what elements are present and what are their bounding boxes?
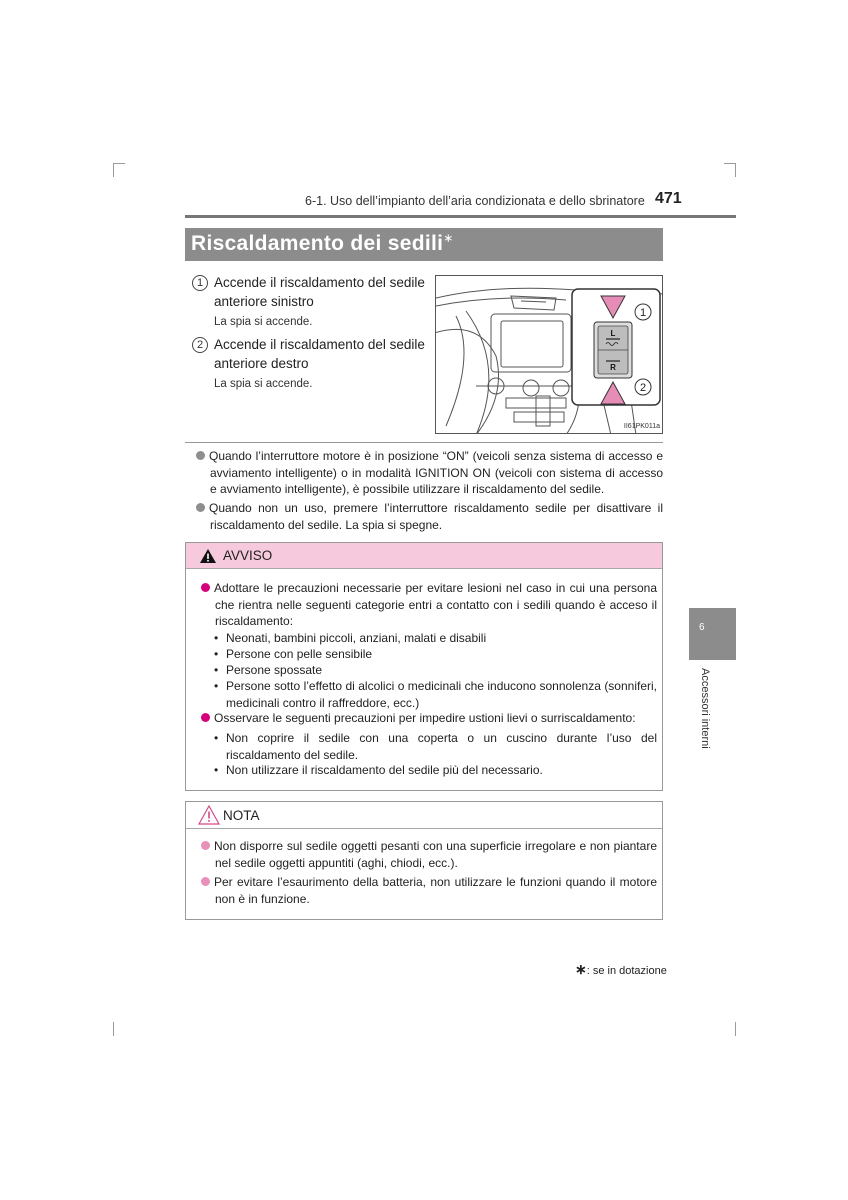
illustration-code: II61PK011a	[623, 423, 660, 430]
list-text: Non utilizzare il riscaldamento del sedile più del necessario.	[226, 763, 543, 777]
section-header: 6-1. Uso dell’impianto dell’aria condizionata e dello sbrinatore	[305, 194, 645, 208]
bullet-icon	[201, 841, 210, 850]
list-text: Non coprire il sedile con una coperta o un cuscino durante l’uso del riscaldamento del sedile.	[226, 731, 657, 762]
bullet-icon	[201, 713, 210, 722]
chapter-label: Accessori interni	[699, 668, 711, 749]
page-title-text: Riscaldamento dei sedili	[191, 232, 444, 255]
bullet-icon: •	[214, 647, 219, 661]
seat-heater-illustration	[435, 275, 663, 434]
warning-list-item	[214, 762, 657, 779]
warning-paragraph	[201, 710, 657, 727]
warning-list-item	[214, 730, 657, 763]
callout-1: 1	[639, 307, 647, 319]
bullet-icon: •	[214, 679, 219, 693]
notice-title: NOTA	[223, 808, 260, 823]
warning-header	[186, 543, 662, 569]
bullet-icon: •	[214, 731, 219, 745]
chapter-number: 6	[699, 622, 705, 633]
chapter-tab	[689, 608, 736, 660]
warning-icon	[199, 548, 217, 564]
warning-paragraph	[201, 580, 657, 630]
notice-box	[185, 801, 663, 920]
crop-mark	[735, 163, 736, 177]
item-2-sub: La spia si accende.	[214, 378, 313, 390]
warning-title: AVVISO	[223, 548, 273, 563]
crop-mark	[113, 163, 114, 177]
bullet-icon: •	[214, 631, 219, 645]
bullet-icon	[196, 503, 205, 512]
bullet-icon	[201, 877, 210, 886]
footnote	[575, 961, 667, 978]
bullet-icon: •	[214, 763, 219, 777]
crop-mark	[735, 1022, 736, 1036]
warning-list-item	[214, 662, 657, 679]
page-title	[191, 231, 454, 256]
warning-text: Adottare le precauzioni necessarie per evitare lesioni nel caso in cui una persona che rientra nelle seguenti categorie entri a contatto con i sedili quando è acceso il riscaldamento:	[214, 581, 657, 628]
warning-text: Osservare le seguenti precauzioni per impedire ustioni lievi o surriscaldamento:	[214, 711, 636, 725]
dashboard-drawing	[436, 276, 663, 434]
bullet-icon	[201, 583, 210, 592]
warning-list-item	[214, 646, 657, 663]
item-2-number: 2	[192, 337, 208, 353]
bullet-icon: •	[214, 663, 219, 677]
callout-2: 2	[639, 382, 647, 394]
note-item	[196, 500, 663, 533]
list-text: Persone sotto l’effetto di alcolici o medicinali che inducono sonnolenza (sonniferi, medicinali contro il raffreddore, ecc.)	[226, 679, 657, 710]
crop-mark	[113, 1022, 114, 1036]
note-text: Quando l’interruttore motore è in posizione “ON” (veicoli senza sistema di accesso e avviamento intelligente) o in modalità IGNITION ON (veicoli con sistema di accesso e avviamento intelligente), è possibile utilizzare il riscaldamento del sedile.	[209, 449, 663, 496]
list-text: Persone spossate	[226, 663, 323, 677]
header-rule	[185, 215, 736, 218]
warning-box	[185, 542, 663, 791]
item-1-sub: La spia si accende.	[214, 316, 313, 328]
warning-list-item	[214, 678, 657, 711]
list-text: Neonati, bambini piccoli, anziani, malati e disabili	[226, 631, 487, 645]
notice-header	[186, 802, 662, 829]
title-bar	[185, 228, 663, 261]
caution-icon	[198, 805, 220, 825]
section-separator	[185, 442, 663, 443]
notice-text: Non disporre sul sedile oggetti pesanti con una superficie irregolare e non piantare nel sedile oggetti appuntiti (aghi, chiodi, ecc.).	[214, 839, 657, 870]
bullet-icon	[196, 451, 205, 460]
warning-list-item	[214, 630, 657, 647]
crop-mark	[724, 163, 736, 164]
footnote-text: : se in dotazione	[586, 965, 667, 977]
label-r: R	[610, 363, 616, 372]
footnote-star: ∗	[575, 961, 587, 977]
item-1-number: 1	[192, 275, 208, 291]
notice-item	[201, 874, 657, 907]
item-2-text: Accende il riscaldamento del sedile anteriore destro	[214, 337, 425, 371]
crop-mark	[113, 163, 125, 164]
list-text: Persone con pelle sensibile	[226, 647, 373, 661]
notice-text: Per evitare l’esaurimento della batteria, non utilizzare le funzioni quando il motore non è in funzione.	[214, 875, 657, 906]
label-l: L	[610, 329, 616, 338]
title-star: ∗	[443, 231, 454, 245]
note-text: Quando non un uso, premere l’interruttore riscaldamento sedile per disattivare il riscaldamento del sedile. La spia si spegne.	[209, 501, 663, 532]
item-1-text: Accende il riscaldamento del sedile anteriore sinistro	[214, 275, 425, 309]
note-item	[196, 448, 663, 498]
page-number: 471	[655, 190, 682, 207]
notice-item	[201, 838, 657, 871]
